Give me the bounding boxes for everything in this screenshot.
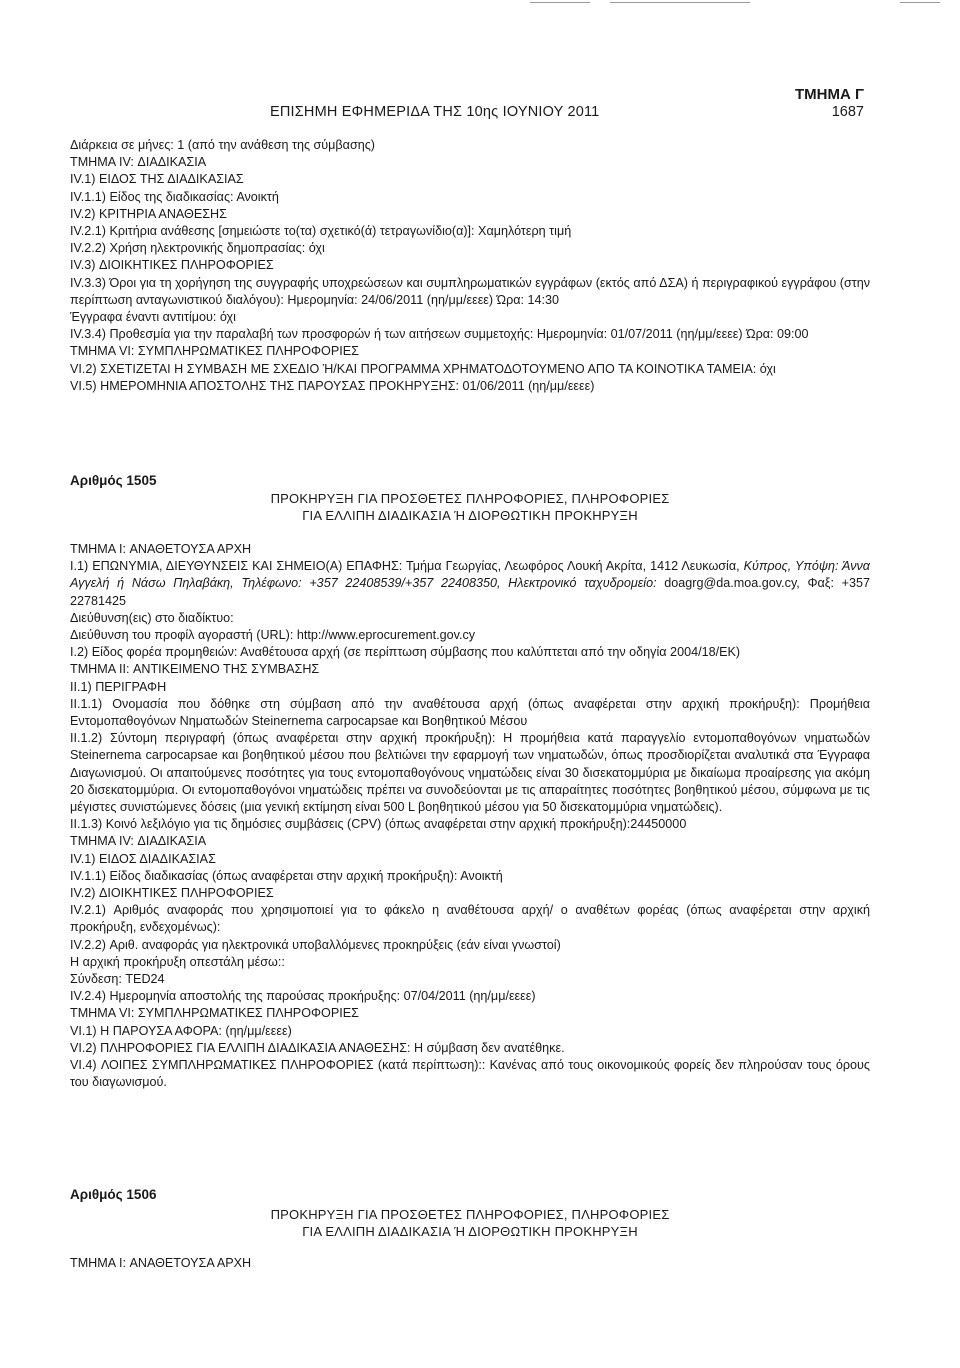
paragraph: ΤΜΗΜΑ VI: ΣΥΜΠΛΗΡΩΜΑΤΙΚΕΣ ΠΛΗΡΟΦΟΡΙΕΣ <box>70 344 359 359</box>
scan-artifact <box>900 2 940 3</box>
paragraph: Έγγραφα έναντι αντιτίμου: όχι <box>70 310 236 325</box>
contact-email-fax: doagrg@da.moa.gov.cy, Φαξ: +357 22781425 <box>70 576 870 608</box>
paragraph: Διάρκεια σε μήνες: 1 (από την ανάθεση της σύμβασης) <box>70 138 375 152</box>
paragraph: VI.5) ΗΜΕΡΟΜΗΝΙΑ ΑΠΟΣΤΟΛΗΣ ΤΗΣ ΠΑΡΟΥΣΑΣ ΠΡΟΚΗΡΥΞΗΣ: 01/06/2011 (ηη/μμ/εεεε) <box>70 378 595 393</box>
gazette-title: ΕΠΙΣΗΜΗ ΕΦΗΜΕΡΙΔΑ ΤΗΣ 10ης ΙΟΥΝΙΟΥ 2011 <box>270 104 600 120</box>
notice-title-line: ΓΙΑ ΕΛΛΙΠΗ ΔΙΑΔΙΚΑΣΙΑ Ή ΔΙΟΡΘΩΤΙΚΗ ΠΡΟΚΗΡΥΞΗ <box>302 1224 638 1239</box>
paragraph: IV.1.1) Είδος διαδικασίας (όπως αναφέρεται στην αρχική προκήρυξη): Ανοικτή <box>70 868 503 883</box>
paragraph: VI.2) ΠΛΗΡΟΦΟΡΙΕΣ ΓΙΑ ΕΛΛΙΠΗ ΔΙΑΔΙΚΑΣΙΑ ΑΝΑΘΕΣΗΣ: Η σύμβαση δεν ανατέθηκε. <box>70 1040 565 1055</box>
paragraph: IV.3.4) Προθεσμία για την παραλαβή των προσφορών ή των αιτήσεων συμμετοχής: Ημερομηνία: 01/07/2011 (ηη/μμ/εεεε) Ώρα: 09:00 <box>70 327 809 342</box>
scan-artifact <box>610 2 750 3</box>
section-heading: ΤΜΗΜΑ I: ΑΝΑΘΕΤΟΥΣΑ ΑΡΧΗ <box>70 542 252 556</box>
paragraph: Διεύθυνση(εις) στο διαδίκτυο: <box>70 610 234 625</box>
notice-title-line: ΠΡΟΚΗΡΥΞΗ ΓΙΑ ΠΡΟΣΘΕΤΕΣ ΠΛΗΡΟΦΟΡΙΕΣ, ΠΛΗΡΟΦΟΡΙΕΣ <box>270 491 670 506</box>
contact-details: Κύπρος, Υπόψη: Άννα Αγγελή ή Νάσω Πηλαβάκη, Τηλέφωνο: +357 22408539/+357 22408350, Ηλεκτρονικό ταχυδρομείο: <box>70 559 870 591</box>
paragraph: IV.2.2) Χρήση ηλεκτρονικής δημοπρασίας: όχι <box>70 241 325 256</box>
page-number: 1687 <box>831 104 864 120</box>
notice-title-line: ΓΙΑ ΕΛΛΙΠΗ ΔΙΑΔΙΚΑΣΙΑ Ή ΔΙΟΡΘΩΤΙΚΗ ΠΡΟΚΗΡΥΞΗ <box>302 508 638 523</box>
paragraph: Η αρχική προκήρυξη οπεστάλη μέσω:: <box>70 954 285 969</box>
paragraph: I.2) Είδος φορέα προμηθειών: Αναθέτουσα αρχή (σε περίπτωση σύμβασης που καλύπτεται από την οδηγία 2004/18/ΕΚ) <box>70 645 741 660</box>
paragraph: Σύνδεση: TED24 <box>70 972 165 987</box>
paragraph: II.1.1) Ονομασία που δόθηκε στη σύμβαση από την αναθέτουσα αρχή (όπως αναφέρεται στην αρχική προκήρυξη): Προμήθεια Εντομοπαθογόνων Νηματωδών Steinernema carpocapsae και Βοηθητικού Μέσου <box>70 696 870 729</box>
scan-artifact <box>530 2 590 3</box>
notice-number: Αριθμός 1505 <box>70 473 157 488</box>
notice-title-line: ΠΡΟΚΗΡΥΞΗ ΓΙΑ ΠΡΟΣΘΕΤΕΣ ΠΛΗΡΟΦΟΡΙΕΣ, ΠΛΗΡΟΦΟΡΙΕΣ <box>270 1207 670 1222</box>
paragraph: ΤΜΗΜΑ IV: ΔΙΑΔΙΚΑΣΙΑ <box>70 155 207 170</box>
paragraph: IV.3) ΔΙΟΙΚΗΤΙΚΕΣ ΠΛΗΡΟΦΟΡΙΕΣ <box>70 258 274 273</box>
paragraph: ΤΜΗΜΑ VI: ΣΥΜΠΛΗΡΩΜΑΤΙΚΕΣ ΠΛΗΡΟΦΟΡΙΕΣ <box>70 1006 359 1021</box>
notice-number: Αριθμός 1506 <box>70 1187 157 1202</box>
paragraph: IV.1) ΕΙΔΟΣ ΤΗΣ ΔΙΑΔΙΚΑΣΙΑΣ <box>70 172 244 187</box>
paragraph: VI.2) ΣΧΕΤΙΖΕΤΑΙ Η ΣΥΜΒΑΣΗ ΜΕ ΣΧΕΔΙΟ Ή/ΚΑΙ ΠΡΟΓΡΑΜΜΑ ΧΡΗΜΑΤΟΔΟΤΟΥΜΕΝΟ ΑΠΟ ΤΑ ΚΟΙΝΟΤΙΚΑ ΤΑΜΕΙΑ: όχι <box>70 361 776 376</box>
paragraph: ΤΜΗΜΑ II: ΑΝΤΙΚΕΙΜΕΝΟ ΤΗΣ ΣΥΜΒΑΣΗΣ <box>70 662 320 677</box>
paragraph: IV.2.1) Κριτήρια ανάθεσης [σημειώστε το(τα) σχετικό(ά) τετραγωνίδιο(α)]: Χαμηλότερη τιμή <box>70 224 572 239</box>
paragraph: II.1.3) Κοινό λεξιλόγιο για τις δημόσιες συμβάσεις (CPV) (όπως αναφέρεται στην αρχική προκήρυξη):24450000 <box>70 817 687 832</box>
paragraph: IV.2.2) Αριθ. αναφοράς για ηλεκτρονικά υποβαλλόμενες προκηρύξεις (εάν είναι γνωστοί) <box>70 937 561 952</box>
paragraph: IV.1.1) Είδος της διαδικασίας: Ανοικτή <box>70 189 279 204</box>
continuation-block <box>70 137 870 395</box>
section-heading: ΤΜΗΜΑ I: ΑΝΑΘΕΤΟΥΣΑ ΑΡΧΗ <box>70 1256 252 1270</box>
paragraph: IV.2.4) Ημερομηνία αποστολής της παρούσας προκήρυξης: 07/04/2011 (ηη/μμ/εεεε) <box>70 989 536 1004</box>
contact-lead: I.1) ΕΠΩΝΥΜΙΑ, ΔΙΕΥΘΥΝΣΕΙΣ ΚΑΙ ΣΗΜΕΙΟ(Α) ΕΠΑΦΗΣ: Τμήμα Γεωργίας, Λεωφόρος Λουκή Ακρίτα, 1412 Λευκωσία, <box>70 559 744 574</box>
paragraph: IV.2) ΚΡΙΤΗΡΙΑ ΑΝΑΘΕΣΗΣ <box>70 206 227 221</box>
paragraph: VI.1) Η ΠΑΡΟΥΣΑ ΑΦΟΡΑ: (ηη/μμ/εεεε) <box>70 1023 292 1038</box>
paragraph: IV.3.3) Όροι για τη χορήγηση της συγγραφής υποχρεώσεων και συμπληρωματικών εγγράφων (εκτός από ΔΣΑ) ή περιγραφικού εγγράφου (στην περίπτωση ανταγωνιστικού διαλόγου): Ημερομηνία: 24/06/2011 (ηη/μμ/εεεε) Ώρα: 14:30 <box>70 275 870 307</box>
notice-1506-body <box>70 1255 870 1272</box>
paragraph: IV.2.1) Αριθμός αναφοράς που χρησιμοποιεί για το φάκελο η αναθέτουσα αρχή/ ο αναθέτων φορέας (όπως αναφέρεται στην αρχική προκήρυξη, ενδεχομένως): <box>70 903 870 935</box>
paragraph: Διεύθυνση του προφίλ αγοραστή (URL): http://www.eprocurement.gov.cy <box>70 628 476 643</box>
paragraph: IV.2) ΔΙΟΙΚΗΤΙΚΕΣ ΠΛΗΡΟΦΟΡΙΕΣ <box>70 886 274 901</box>
paragraph: IV.1) ΕΙΔΟΣ ΔΙΑΔΙΚΑΣΙΑΣ <box>70 851 216 866</box>
notice-1505-body <box>70 541 870 1092</box>
notice-title <box>70 1206 870 1240</box>
notice-title <box>70 490 870 524</box>
paragraph: VI.4) ΛΟΙΠΕΣ ΣΥΜΠΛΗΡΩΜΑΤΙΚΕΣ ΠΛΗΡΟΦΟΡΙΕΣ (κατά περίπτωση):: Κανένας από τους οικονομικούς φορείς δεν πληρούσαν τους όρους του διαγωνισμού. <box>70 1058 870 1090</box>
paragraph: ΤΜΗΜΑ IV: ΔΙΑΔΙΚΑΣΙΑ <box>70 834 207 849</box>
paragraph: II.1.2) Σύντομη περιγραφή (όπως αναφέρεται στην αρχική προκήρυξη): Η προμήθεια κατά παραγγελίο εντομοπαθογόνων νηματωδών Steinernema carpocapsae και βοηθητικού μέσου που βελτιώνει την εφαρμογή των νηματωδών, όπως προσδιορίζεται αναλυτικά στα Έγγραφα Διαγωνισμού. Οι απαιτούμενες ποσότητες για τους εντομοπαθογόνους νηματώδεις είναι 30 δισεκατομμύρια με δικαίωμα προαίρεσης για ακόμη 20 δισεκατομμύρια. Οι εντομοπαθογόνοι νηματώδεις πρέπει να συνοδεύονται με τις απαραίτητες ποσότητες βοηθητικού μέσου, σύμφωνα με τις μέγιστες συνιστώμενες δόσεις (μια γενική εκτίμηση είναι 500 L βοηθητικού μέσου για 50 δισεκατομμύρια νηματώδεις). <box>70 731 870 815</box>
contact-paragraph <box>70 558 870 610</box>
paragraph: II.1) ΠΕΡΙΓΡΑΦΗ <box>70 679 167 694</box>
section-label: ΤΜΗΜΑ Γ <box>794 86 864 103</box>
